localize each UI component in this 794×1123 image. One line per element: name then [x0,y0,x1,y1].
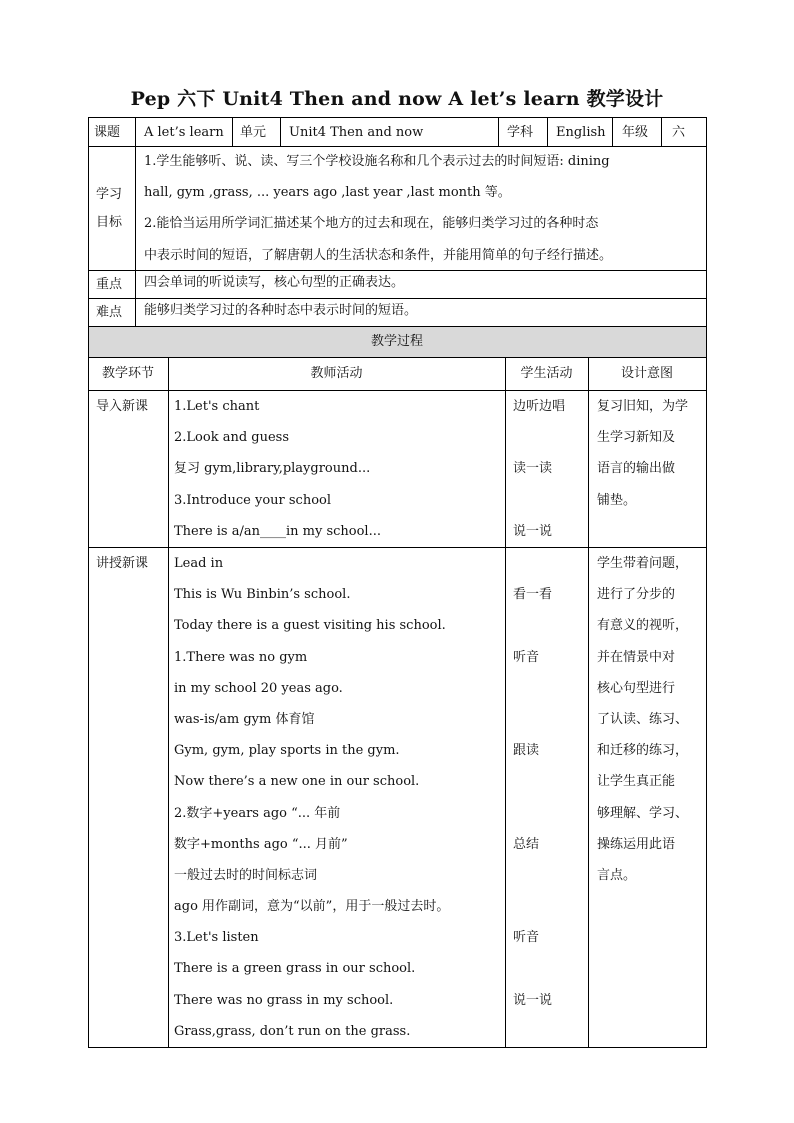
teacher-line: This is Wu Binbin’s school. [174,587,351,603]
table-border [547,117,548,146]
goals-label [96,181,122,237]
column-header-intent: 设计意图 [620,366,673,381]
difficulty-label: 难点 [96,305,123,320]
student-line [513,766,552,797]
process-header: 教学过程 [370,334,423,349]
table-border [612,117,613,146]
intent-line: 学生带着问题， [597,556,689,571]
column-header-student: 学生活动 [520,366,573,381]
section-student-activity [513,548,552,1047]
table-border [706,117,707,1048]
student-line [513,798,552,829]
teacher-line: 3.Let's listen [174,930,259,946]
table-border [505,357,506,1047]
teacher-line: Lead in [174,556,224,571]
intent-line: 言点。 [597,867,637,883]
section-teacher-activity [174,548,449,1047]
unit-value: Unit4 Then and now [289,125,424,140]
goals-text [144,146,704,271]
teacher-line: 复习 gym,library,playground... [174,461,371,477]
column-header-teacher: 教师活动 [310,366,363,381]
student-line: 听音 [513,930,540,946]
table-border [168,357,169,1047]
teacher-line: There is a green grass in our school. [174,961,416,977]
intent-line: 语言的输出做 [597,461,676,477]
student-line: 总结 [513,836,540,852]
section-student-activity [513,391,565,547]
intent-line: 了认读、练习、 [597,711,689,727]
teacher-line: was-is/am gym 体育馆 [174,711,315,727]
intent-line: 并在情景中对 [597,649,676,665]
teacher-line: ago 用作副词，意为“以前”，用于一般过去时。 [174,899,450,915]
intent-line: 让学生真正能 [597,774,676,790]
student-line: 说一说 [513,992,553,1008]
teacher-line: 1.There was no gym [174,649,308,665]
table-border [135,117,136,326]
intent-line: 和迁移的练习， [597,743,689,759]
column-header-stage: 教学环节 [101,366,154,381]
table-border [588,357,589,1047]
student-line [513,485,565,516]
student-line: 看一看 [513,587,553,603]
intent-line: 复习旧知，为学 [597,399,689,414]
student-line [513,1016,552,1047]
student-line [513,548,552,579]
student-line: 说一说 [513,523,553,539]
student-line: 听音 [513,649,540,665]
teacher-line: Today there is a guest visiting his school. [174,618,446,634]
table-border [661,117,662,146]
goals-label-line: 目标 [96,215,123,230]
section-stage: 讲授新课 [96,556,149,571]
section-design-intent [597,391,688,516]
student-line [513,953,552,984]
student-line [513,673,552,704]
subject-label: 学科 [507,125,534,140]
key-point-label: 重点 [96,277,123,292]
intent-line: 核心句型进行 [597,680,676,696]
student-line [513,610,552,641]
unit-label: 单元 [240,125,267,140]
difficulty-text: 能够归类学习过的各种时态中表示时间的短语。 [144,303,418,318]
intent-line: 有意义的视听， [597,618,689,634]
teacher-line: 2.Look and guess [174,430,290,446]
table-border [88,117,89,1048]
teacher-line: 1.Let's chant [174,399,260,414]
goals-line: hall, gym ,grass, ... years ago ,last year ,last month 等。 [144,185,511,201]
section-stage: 导入新课 [96,399,149,414]
intent-line: 够理解、学习、 [597,805,689,821]
teacher-line: in my school 20 yeas ago. [174,680,343,696]
grade-value: 六 [672,125,686,140]
teacher-line: 数字+months ago “... 月前” [174,836,348,852]
table-border [88,1047,707,1048]
student-line [513,422,565,453]
student-line: 边听边唱 [513,399,566,414]
course-label: 课题 [94,125,121,140]
grade-label: 年级 [622,125,649,140]
table-border [232,117,233,146]
table-border [280,117,281,146]
goals-line: 2.能恰当运用所学词汇描述某个地方的过去和现在，能够归类学习过的各种时态 [144,216,599,232]
student-line [513,891,552,922]
key-point-text: 四会单词的听说读写，核心句型的正确表达。 [144,275,405,290]
section-teacher-activity [174,391,381,547]
goals-line: 中表示时间的短语，了解唐朝人的生活状态和条件，并能用简单的句子经行描述。 [144,247,613,263]
teacher-line: Grass,grass, don’t run on the grass. [174,1023,411,1039]
course-value: A let’s learn [144,125,224,140]
intent-line: 进行了分步的 [597,587,676,603]
section-design-intent [597,548,688,891]
document-title: Pep 六下 Unit4 Then and now A let’s learn 教学设计 [130,88,664,110]
goals-line: 1.学生能够听、说、读、写三个学校设施名称和几个表示过去的时间短语: dining [144,154,610,169]
intent-line: 铺垫。 [597,492,637,508]
student-line: 跟读 [513,743,540,759]
teacher-line: Gym, gym, play sports in the gym. [174,743,400,759]
intent-line: 生学习新知及 [597,430,676,446]
teacher-line: Now there’s a new one in our school. [174,774,420,790]
table-border [498,117,499,146]
goals-label-line: 学习 [96,187,123,202]
student-line [513,860,552,891]
intent-line: 操练运用此语 [597,836,676,852]
teacher-line: 3.Introduce your school [174,492,332,508]
subject-value: English [556,125,606,140]
teacher-line: There is a/an____in my school... [174,523,381,539]
teacher-line: 2.数字+years ago “... 年前 [174,805,341,821]
teacher-line: There was no grass in my school. [174,992,394,1008]
teacher-line: 一般过去时的时间标志词 [174,867,318,883]
student-line [513,704,552,735]
student-line: 读一读 [513,461,553,477]
